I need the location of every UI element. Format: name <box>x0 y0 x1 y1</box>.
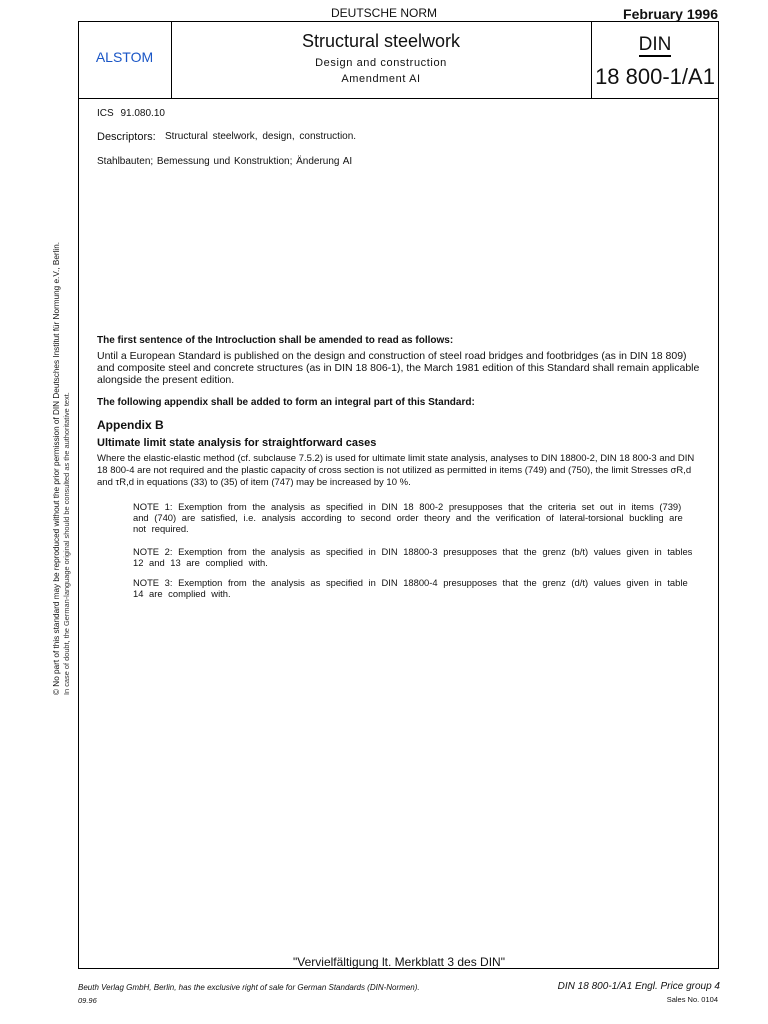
din-number: 18 800-1/A1 <box>595 64 715 89</box>
descriptors-label: Descriptors: <box>97 131 156 143</box>
ics-code: ICS 91.080.10 <box>97 108 165 119</box>
intro-heading: The first sentence of the Introcluction shall be amended to read as follows: <box>97 335 454 346</box>
descriptors-text: Structural steelwork, design, construction. <box>165 131 357 142</box>
footer-reference: DIN 18 800-1/A1 Engl. Price group 4 <box>557 981 720 992</box>
header-divider <box>78 98 719 99</box>
publisher-note: Beuth Verlag GmbH, Berlin, has the exclusive right of sale for German Standards (DIN-Normen). <box>78 983 420 992</box>
appendix-subtitle: Ultimate limit state analysis for straightforward cases <box>97 437 377 449</box>
copyright-notice: © No part of this standard may be reproduced without the prior permission of DIN Deutsches Institut für Normung e.V., Berlin. <box>52 241 61 695</box>
document-title: Structural steelwork <box>301 31 461 51</box>
appendix-instruction: The following appendix shall be added to form an integral part of this Standard: <box>97 397 475 408</box>
note-2: NOTE 2: Exemption from the analysis as specified in DIN 18800-3 presupposes that the grenz (b/t) values given in tables 12 and 13 are complied with. <box>133 546 693 568</box>
note-1: NOTE 1: Exemption from the analysis as specified in DIN 18 800-2 presupposes that the criteria set out in items (739) and (740) are satisfied, i.e. analysis according to second order theory and the verification of lateral-torsional buckling are not required. <box>133 501 683 534</box>
note-3: NOTE 3: Exemption from the analysis as specified in DIN 18800-4 presupposes that the grenz (d/t) values given in table 14 are complied with. <box>133 577 688 599</box>
date-code: 09.96 <box>78 996 97 1005</box>
norm-label: DEUTSCHE NORM <box>330 6 437 20</box>
appendix-title: Appendix B <box>97 418 164 432</box>
amendment-label: Amendment AI <box>341 73 421 85</box>
reproduction-note: "Vervielfältigung lt. Merkblatt 3 des DIN" <box>293 955 505 969</box>
document-subtitle: Design and construction <box>315 57 447 69</box>
intro-text: Until a European Standard is published on the design and construction of steel road bridges and footbridges (as in DIN 18 809) and composite steel and concrete structures (as in DIN 18 806-1), the March 1981 edition of this Standard shall remain applicable alongside the present edition. <box>97 350 700 386</box>
company-name: ALSTOM <box>95 49 154 65</box>
din-logo-text: DIN <box>638 34 672 55</box>
publication-date: February 1996 <box>623 6 718 22</box>
sales-number: Sales No. 0104 <box>666 995 718 1004</box>
german-descriptors: Stahlbauten; Bemessung und Konstruktion; Änderung AI <box>97 156 353 167</box>
din-logo <box>591 34 719 56</box>
translation-notice: In case of doubt, the German-language original should be consulted as the authoritative text. <box>62 392 71 695</box>
appendix-text: Where the elastic-elastic method (cf. subclause 7.5.2) is used for ultimate limit state analysis, analyses to DIN 18800-2, DIN 18 800-3 and DIN 18 800-4 are not required and the plastic capacity of cross section is not utilized as permitted in items (749) and (750), the limit Stresses σR,d and τR,d in equations (33) to (35) of item (747) may be increased by 10 %. <box>97 453 695 488</box>
